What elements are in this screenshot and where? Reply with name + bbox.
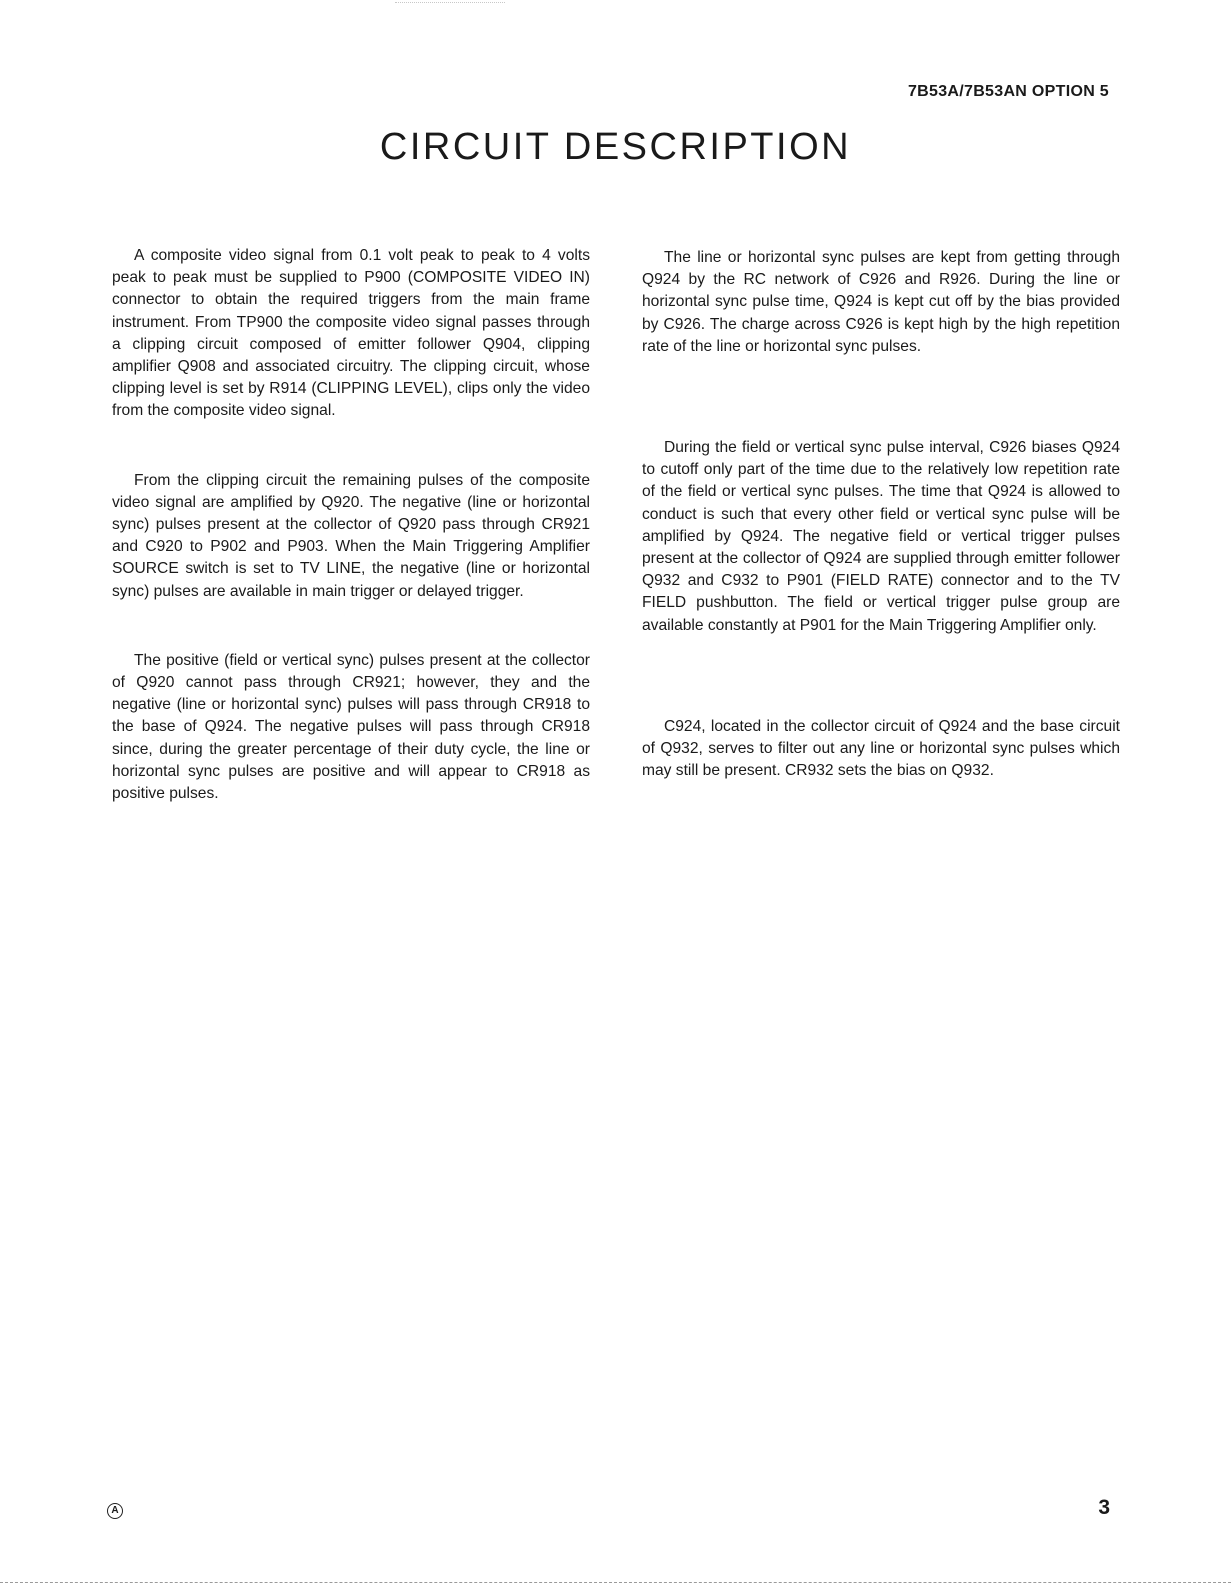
paragraph: A composite video signal from 0.1 volt peak to peak to 4 volts peak to peak must be supplied to P900 (COMPOSITE VIDEO IN) connector to obtain the required triggers from the main frame instrument. From TP900 the composite video signal passes through a clipping circuit composed of emitter follower Q904, clipping amplifier Q908 and associated circuitry. The clipping circuit, whose clipping level is set by R914 (CLIPPING LEVEL), clips only the video from the composite video signal. xyxy=(112,247,590,420)
page-number: 3 xyxy=(1098,1496,1110,1519)
paragraph: During the field or vertical sync pulse interval, C926 biases Q924 to cutoff only part of the time due to the relatively low repetition rate of the field or vertical sync pulses. The time that Q924 is allowed to conduct is such that every other field or vertical sync pulse will be amplified by Q924. The negative field or vertical trigger pulses present at the collector of Q924 are supplied through emitter follower Q932 and C932 to P901 (FIELD RATE) connector and to the TV FIELD pushbutton. The field or vertical trigger pulse group are available constantly at P901 for the Main Triggering Amplifier only. xyxy=(642,439,1120,634)
running-header: 7B53A/7B53AN OPTION 5 xyxy=(907,83,1109,100)
paragraph: C924, located in the collector circuit of Q924 and the base circuit of Q932, serves to filter out any line or horizontal sync pulses which may still be present. CR932 sets the bias on Q932. xyxy=(642,717,1120,780)
paragraph: From the clipping circuit the remaining pulses of the composite video signal are amplified by Q920. The negative (line or horizontal sync) pulses present at the collector of Q920 pass through CR921 and C920 to P902 and P903. When the Main Triggering Amplifier SOURCE switch is set to TV LINE, the negative (line or horizontal sync) pulses are available in main trigger or delayed trigger. xyxy=(112,471,590,600)
publisher-mark-icon: A xyxy=(107,1503,123,1519)
right-column xyxy=(642,247,1120,782)
scan-artifact-top xyxy=(395,2,505,3)
left-column xyxy=(112,245,590,805)
scan-artifact-bottom xyxy=(0,1582,1231,1583)
page-title: CIRCUIT DESCRIPTION xyxy=(379,126,852,168)
paragraph: The line or horizontal sync pulses are kept from getting through Q924 by the RC network of C926 and R926. During the line or horizontal sync pulse time, Q924 is kept cut off by the bias provided by C926. The charge across C926 is kept high by the high repetition rate of the line or horizontal sync pulses. xyxy=(642,249,1120,355)
paragraph: The positive (field or vertical sync) pulses present at the collector of Q920 cannot pass through CR921; however, they and the negative (line or horizontal sync) pulses will pass through CR918 to the base of Q924. The negative pulses will pass through CR918 since, during the greater percentage of their duty cycle, the line or horizontal sync pulses are positive and will appear to CR918 as positive pulses. xyxy=(112,651,590,803)
